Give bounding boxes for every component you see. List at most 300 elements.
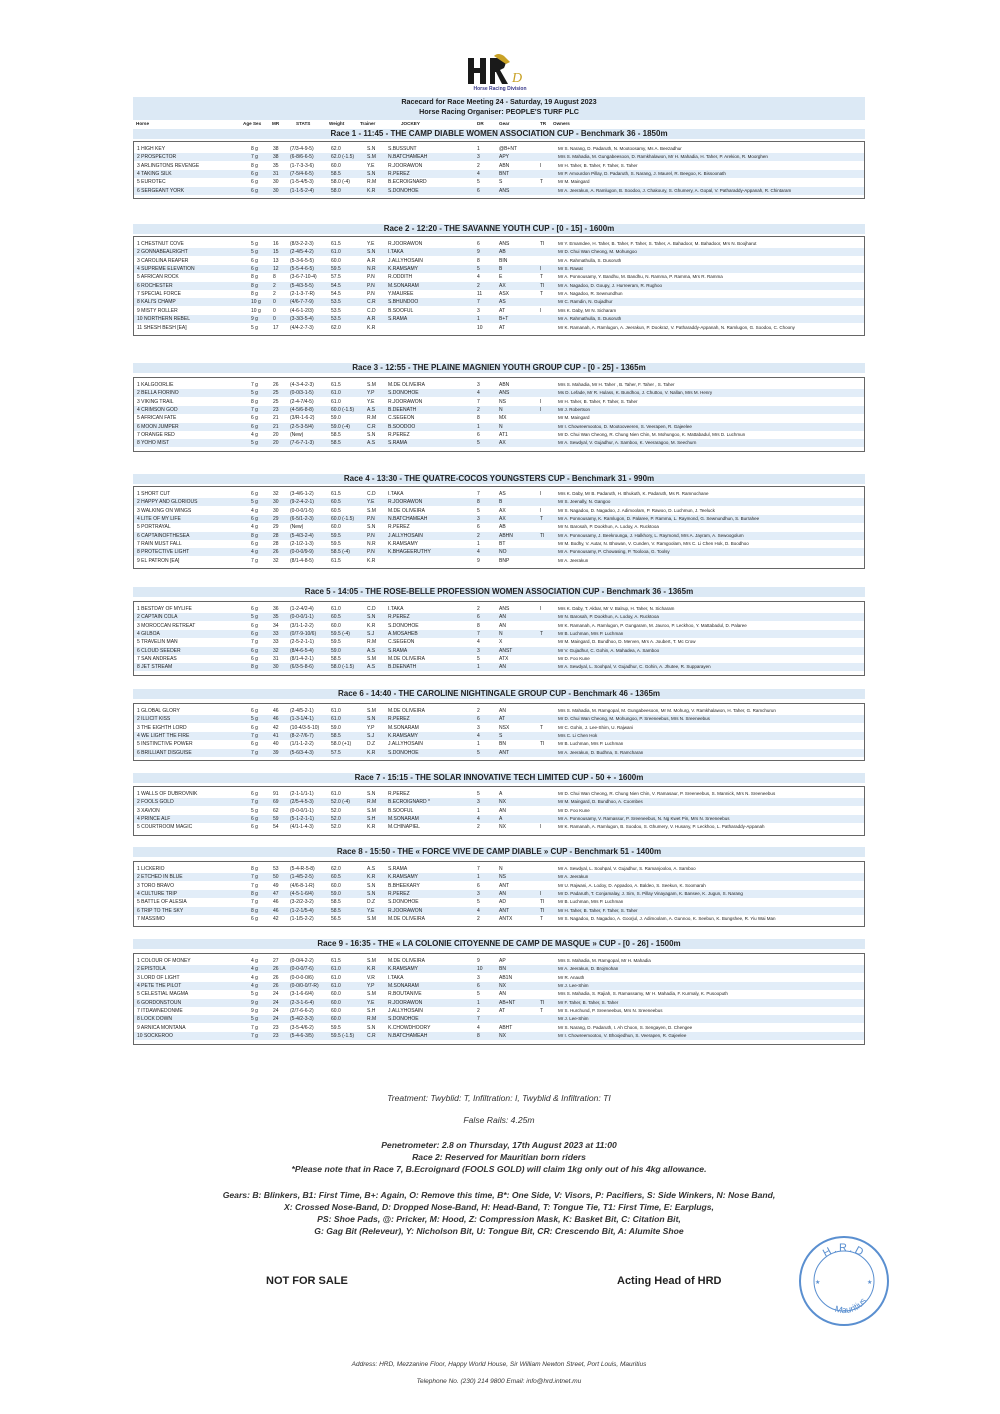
cell-wt: 60.5 (331, 614, 341, 621)
cell-jk: B.SOOFUL (388, 807, 414, 814)
cell-stats: (2/5-4-5-3) (290, 799, 314, 806)
cell-jk: J.ALLYHOSAIN (388, 741, 423, 748)
cell-stats: (5-4/3-5-5) (290, 282, 314, 289)
cell-wt: 59.0 (-4) (331, 423, 350, 430)
cell-horse: 6 BRILLIANT DISGUISE (137, 749, 192, 756)
cell-tr: P.N (367, 274, 375, 281)
table-row (134, 823, 864, 831)
cell-dr: 6 (477, 241, 480, 247)
cell-stats: (3/R-1-6-2) (290, 415, 315, 422)
cell-wt: 53.5 (331, 299, 341, 306)
cell-jk: C.SEGEON (388, 639, 415, 646)
cell-stats: (2/7-6-6-2) (290, 1008, 314, 1015)
table-row (134, 540, 864, 548)
cell-horse: 2 HAPPY AND GLORIOUS (137, 499, 198, 506)
cell-wt: 60.0 (331, 524, 341, 531)
cell-age: 8 g (251, 398, 258, 405)
cell-gear: NS (499, 398, 506, 405)
cell-dr: 1 (477, 807, 480, 814)
cell-jk: R.PEREZ (388, 432, 410, 439)
cell-wt: 58.5 (331, 656, 341, 663)
cell-mr: 30 (273, 507, 279, 514)
cell-dr: 3 (477, 724, 480, 731)
cell-dr: 5 (477, 440, 480, 447)
cell-own: Mrs S. Mahadia, S. Rajiah, S. Ramassamy, Mr H. Mahadia, F. Kurmaly, K. Pusooputh (558, 991, 728, 997)
cell-mr: 33 (273, 631, 279, 638)
cell-tr: S.M (367, 991, 376, 998)
cell-wt: 53.5 (331, 316, 341, 323)
cell-dr: 4 (477, 171, 480, 178)
cell-age: 8 g (251, 907, 258, 914)
cell-dr: 6 (477, 432, 480, 439)
cell-mr: 23 (273, 1033, 279, 1040)
table-row (134, 515, 864, 523)
telephone: Telephone No. (230) 214 9800 Email: info@hrd.intnet.mu (416, 1378, 582, 1385)
cell-tr: S.H (367, 816, 376, 823)
cell-gear: AT (499, 324, 506, 331)
cell-own: Mrs S. Mahadia, M. Ramgopal, Mr H. Mahadia (558, 958, 651, 963)
cell-horse: 3 ARLINGTONS REVENGE (137, 162, 200, 169)
cell-dr: 4 (477, 816, 480, 823)
cell-dr: 8 (477, 257, 480, 264)
cell-own: Mr J. Robertson (558, 407, 591, 413)
penetrometer-note: Penetrometer: 2.8 on Thursday, 17th August 2023 at 11:00 (381, 1140, 617, 1150)
cell-gear: AX (499, 440, 506, 447)
cell-own: Mr S. Narang, D. Padaruth, N. Mootoosamy, Ms A. Beezadhur (558, 146, 682, 151)
cell-tr: S.M (367, 958, 376, 964)
cell-gear: A (499, 791, 503, 797)
cell-dr: 4 (477, 390, 480, 397)
stamp-bottom-text: Mauritius (833, 1295, 869, 1316)
cell-horse: 3 XAVION (137, 807, 160, 814)
cell-mr: 2 (273, 291, 276, 298)
cell-gear: AX (499, 282, 506, 289)
cell-wt: 61.0 (331, 974, 341, 981)
cell-age: 5 g (251, 991, 258, 998)
cell-wt: 61.0 (331, 708, 341, 714)
cell-stats: (0-0-0/1-1) (290, 614, 314, 621)
cell-horse: 7 SPECIAL FORCE (137, 291, 181, 298)
cell-wt: 61.5 (331, 557, 341, 564)
cell-mr: 29 (273, 524, 279, 531)
cell-tr: P.N (367, 291, 375, 298)
cell-stats: (5-6/3-4-3) (290, 749, 314, 756)
cell-gear: AN (499, 708, 506, 714)
cell-jk: J.ALLYHOSAIN (388, 1008, 423, 1015)
cell-tr: K.R (367, 824, 376, 831)
cell-mr: 2 (273, 282, 276, 289)
cell-age: 4 g (251, 524, 258, 531)
cell-age: 5 g (251, 614, 258, 621)
cell-age: 4 g (251, 549, 258, 556)
cell-stats: (0-0/4-2-2) (290, 958, 314, 964)
cell-gear: AT (499, 716, 506, 723)
cell-jk: B.DEENATH (388, 664, 417, 671)
cell-wt: 60.0 (-1.5) (331, 407, 355, 414)
cell-wt: 60.0 (331, 991, 341, 998)
cell-tr: R.M (367, 179, 377, 186)
cell-stats: (10-4/3-5-10) (290, 724, 320, 731)
cell-tr: S.N (367, 791, 376, 797)
cell-own: Mr K. Ramanah, A. Ramlugon, A. Jeerakun, P. Dookraz, V. Patharaddy-Appanah, N. Ramlugon, G. Soodoo, C. Choony (558, 324, 795, 330)
cell-wt: 60.0 (-1.5) (331, 516, 355, 523)
race-table (133, 786, 865, 836)
cell-jk: R.PEREZ (388, 791, 410, 797)
table-row (134, 790, 864, 798)
cell-stats: (3-6-7-10-4) (290, 274, 317, 281)
cell-own: Mr K. Ramanah, A. Ramlugon, P. Gungaram, M. Jauroo, P. Leckhoo, Y. Mattabadul, D. Palaree (558, 622, 747, 628)
cell-jk: R.JOORAWON (388, 499, 423, 506)
cell-tr: N.R (367, 266, 376, 273)
cell-gear: NX (499, 824, 506, 831)
cell-tr: D.Z (367, 899, 376, 906)
cell-stats: (2-1/2-1-3) (290, 541, 314, 548)
cell-wt: 58.5 (331, 733, 341, 740)
cell-tr: S.N (367, 882, 376, 889)
col-weight: Weight (329, 121, 345, 126)
cell-tr: D.Z (367, 741, 376, 748)
cell-own: Mr A. Ponnousamy, V. Ramassur, P. Sreeneebus, N. Ng Kwet Pin, Mrs N. Sreeneebus (558, 816, 730, 822)
cell-stats: (4-5/6-8-8) (290, 407, 314, 414)
cell-dr: 3 (477, 891, 480, 898)
cell-jk: R.JOORAWON (388, 999, 423, 1006)
cell-age: 5 g (251, 499, 258, 506)
cell-tr: Y.E (367, 398, 375, 405)
cell-tr: S.M (367, 507, 376, 514)
cell-own: Mrs S. Mahadia, M. Ramgopal, M. Gungabeesoon, Mr M. Mohurg, V. Ramkhalawon, H. Taher, G. Ramchurun (558, 708, 776, 713)
cell-wt: 59.5 (331, 639, 341, 646)
cell-dr: 6 (477, 983, 480, 990)
cell-horse: 3 THE EIGHTH LORD (137, 724, 187, 731)
cell-own: Mr A. Nagadoo, R. Sewnundhun (558, 291, 623, 297)
cell-mr: 26 (273, 974, 279, 981)
cell-mr: 24 (273, 1008, 279, 1015)
cell-age: 5 g (251, 324, 258, 331)
cell-trc: TI (540, 999, 545, 1006)
cell-stats: (5-4/2-3-3) (290, 1016, 314, 1023)
cell-dr: 3 (477, 974, 480, 981)
cell-horse: 8 LOCK DOWN (137, 1016, 173, 1023)
cell-tr: P.N (367, 516, 375, 523)
cell-own: Mr P. Amourdon Pillay, D. Padaruth, S. Narang, J. Maurel, R. Beegoo, K. Bissoonath (558, 171, 726, 177)
cell-stats: (5-3-6-5-5) (290, 257, 314, 264)
cell-horse: 4 PETE THE PILOT (137, 983, 182, 990)
cell-own: Mr H. Taher, B. Taher, F. Taher, S. Taher (558, 907, 638, 913)
cell-own: Mr B. Luchman, Mrs P. Luchman (558, 899, 624, 905)
cell-dr: 6 (477, 187, 480, 194)
cell-dr: 5 (477, 179, 480, 186)
cell-mr: 39 (273, 749, 279, 756)
cell-wt: 56.5 (331, 916, 341, 923)
cell-wt: 60.0 (331, 999, 341, 1006)
cell-trc: I (540, 307, 542, 314)
cell-jk: B.SOODOO (388, 423, 416, 430)
cell-own: Mr A. Ponnousamy, P. Chowasing, P. Toolooa, G. Toolsy (558, 549, 670, 555)
cell-tr: K.R (367, 187, 376, 194)
cell-wt: 60.5 (331, 874, 341, 881)
table-row (134, 957, 864, 965)
table-row (134, 389, 864, 397)
cell-jk: K.CHOWDHOORY (388, 1024, 431, 1031)
race-table (133, 861, 865, 927)
cell-dr: 6 (477, 716, 480, 723)
cell-wt: 60.0 (331, 1008, 341, 1015)
cell-trc: I (540, 491, 542, 497)
cell-jk: B.ECROIGNARD (388, 179, 427, 186)
cell-wt: 52.0 (331, 807, 341, 814)
table-row (134, 882, 864, 890)
cell-horse: 3 MOROCCAN RETREAT (137, 622, 196, 629)
cell-wt: 61.0 (331, 390, 341, 397)
cell-jk: R.JOORAWON (388, 162, 423, 169)
cell-dr: 5 (477, 507, 480, 514)
cell-jk: K.RAMSAMY (388, 266, 419, 273)
cell-age: 8 g (251, 891, 258, 898)
cell-own: Mr D. Chui Wan Cheong, R. Chung Nien Chin, M. Mohungoo, K. Mattabadul, Mrs D. Luchmun (558, 432, 746, 438)
cell-dr: 9 (477, 557, 480, 564)
cell-gear: N (499, 407, 503, 414)
cell-stats: (New) (290, 432, 304, 439)
cell-tr: P.N (367, 549, 375, 556)
race2-note: Race 2: Reserved for Mauritian born riders (412, 1152, 586, 1162)
cell-tr: S.N (367, 146, 376, 152)
svg-text:Mauritius (834, 1295, 869, 1315)
cell-horse: 7 MASSIMO (137, 916, 165, 923)
cell-age: 4 g (251, 966, 258, 973)
cell-jk: B.BHEEKARY (388, 882, 420, 889)
cell-mr: 24 (273, 991, 279, 998)
race-title: Race 8 - 15:50 - THE « FORCE VIVE DE CAMP DIABLE » CUP - Benchmark 51 - 1400m (133, 847, 865, 857)
cell-stats: (8/1-4-8-5) (290, 557, 314, 564)
cell-age: 8 g (251, 162, 258, 169)
cell-wt: 52.0 (331, 824, 341, 831)
cell-own: Mr B. Luchman, Mrs P. Luchman (558, 741, 624, 747)
cell-horse: 2 PROSPECTOR (137, 154, 177, 161)
cell-wt: 60.0 (331, 257, 341, 264)
table-row (134, 982, 864, 990)
cell-tr: C.R (367, 1033, 376, 1040)
cell-wt: 58.0 (+1) (331, 741, 352, 748)
table-row (134, 898, 864, 906)
cell-stats: (4/6-8-1-R) (290, 882, 315, 889)
cell-horse: 1 SHORT CUT (137, 491, 171, 497)
cell-age: 4 g (251, 958, 258, 964)
cell-gear: ABN (499, 382, 510, 388)
cell-trc: T (540, 291, 544, 298)
table-row (134, 999, 864, 1007)
cell-tr: C.R (367, 423, 376, 430)
cell-age: 6 g (251, 741, 258, 748)
cell-horse: 8 JET STREAM (137, 664, 173, 671)
cell-dr: 5 (477, 266, 480, 273)
cell-age: 6 g (251, 179, 258, 186)
cell-gear: NO (499, 549, 507, 556)
cell-stats: (4/6-7-7-9) (290, 299, 314, 306)
cell-age: 5 g (251, 241, 258, 247)
cell-horse: 7 SAN ANDREAS (137, 656, 177, 663)
cell-dr: 6 (477, 614, 480, 621)
cell-jk: A.MOSAHEB (388, 631, 418, 638)
cell-tr: K.R (367, 749, 376, 756)
racecard-header (133, 97, 865, 120)
table-row (134, 398, 864, 406)
cell-wt: 62.0 (331, 324, 341, 331)
cell-horse: 6 GORDONSTOUN (137, 999, 182, 1006)
race-title: Race 9 - 16:35 - THE « LA COLONIE CITOYENNE DE CAMP DE MASQUE » CUP - [0 - 26] - 1500m (133, 939, 865, 949)
cell-wt: 59.0 (331, 415, 341, 422)
cell-mr: 24 (273, 999, 279, 1006)
cell-dr: 3 (477, 799, 480, 806)
cell-gear: AN (499, 614, 506, 621)
cell-age: 5 g (251, 1016, 258, 1023)
cell-tr: P.N (367, 532, 375, 539)
cell-horse: 1 LICKERIO (137, 866, 165, 872)
cell-wt: 62.0 (331, 146, 341, 152)
cell-tr: Y.P (367, 983, 375, 990)
cell-own: Mr A. Jeerakun (558, 874, 589, 880)
false-rails-note: False Rails: 4.25m (463, 1115, 535, 1125)
cell-jk: M.SONARAM (388, 983, 419, 990)
cell-own: Mr B. Luchman, Mrs P. Luchman (558, 631, 624, 637)
cell-mr: 49 (273, 882, 279, 889)
cell-horse: 8 YOHO MIST (137, 440, 170, 447)
cell-wt: 52.0 (-4) (331, 799, 350, 806)
gears-line-3: PS: Shoe Pads, @: Pricker, M: Hood, Z: Compression Mask, K: Basket Bit, C: Citation Bit, (317, 1214, 681, 1224)
cell-age: 6 g (251, 541, 258, 548)
cell-horse: 4 SUPREME ELEVATION (137, 266, 195, 273)
col-jockey: JOCKEY (401, 121, 420, 126)
cell-wt: 58.0 (-4) (331, 179, 350, 186)
cell-own: Mr S. Narang, D. Padaruth, I. Ah Choon, S. Sengayen, D. Chengee (558, 1024, 693, 1030)
cell-age: 6 g (251, 791, 258, 797)
cell-age: 4 g (251, 983, 258, 990)
cell-trc: I (540, 398, 542, 405)
cell-own: Mr A. Sewdyal, L. Soohpal, V. Gujadhur, S. Ramanjooloo, A. Samboo (558, 866, 696, 871)
cell-stats: (5-4-6-3/5) (290, 1033, 314, 1040)
cell-own: Mrs K. Daby, Mr B. Padaruth, H. Bhukuth, K. Padaruth, Ms R. Ramnochane (558, 491, 709, 496)
cell-jk: M.SONARAM (388, 724, 419, 731)
table-row (134, 414, 864, 422)
cell-gear: NX (499, 799, 506, 806)
cell-dr: 2 (477, 1008, 480, 1015)
cell-age: 4 g (251, 974, 258, 981)
cell-gear: BNT (499, 171, 509, 178)
race-table (133, 236, 865, 336)
cell-own: Mrs C. Li Chen Hok (558, 733, 598, 739)
table-row (134, 431, 864, 439)
cell-own: Mr A. Sewdyal, V. Gujadhur, A. Samboo, K. Veeraragoo, M. Seechurn (558, 440, 697, 446)
cell-jk: R.PEREZ (388, 171, 410, 178)
cell-mr: 69 (273, 799, 279, 806)
cell-tr: R.M (367, 799, 377, 806)
cell-trc: TI (540, 899, 545, 906)
cell-gear: AT (499, 307, 506, 314)
cell-gear: AX (499, 507, 506, 514)
table-row (134, 630, 864, 638)
cell-jk: S.DONOHOE (388, 390, 419, 397)
table-row (134, 507, 864, 515)
race-title: Race 2 - 12:20 - THE SAVANNE YOUTH CUP - [0 - 15] - 1600m (133, 224, 865, 234)
cell-gear: N (499, 631, 503, 638)
cell-gear: B (499, 499, 503, 506)
cell-tr: Y.E (367, 907, 375, 914)
cell-mr: 32 (273, 557, 279, 564)
cell-jk: K.RAMSAMY (388, 733, 419, 740)
cell-gear: AD (499, 899, 506, 906)
cell-age: 10 g (251, 307, 261, 314)
cell-wt: 61.5 (331, 491, 341, 497)
table-row (134, 145, 864, 153)
cell-gear: E (499, 274, 503, 281)
cell-age: 6 g (251, 916, 258, 923)
cell-jk: S.DONOHOE (388, 899, 419, 906)
race-table (133, 601, 865, 676)
cell-mr: 26 (273, 382, 279, 388)
cell-dr: 1 (477, 664, 480, 671)
cell-wt: 58.5 (331, 440, 341, 447)
cell-own: Mr J. Lee-Shim (558, 983, 589, 989)
table-row (134, 498, 864, 506)
cell-stats: (4-5-1-6/4) (290, 891, 314, 898)
cell-dr: 4 (477, 907, 480, 914)
cell-trc: I (540, 162, 542, 169)
table-row (134, 240, 864, 248)
cell-age: 6 g (251, 824, 258, 831)
cell-jk: B.DEENATH (388, 407, 417, 414)
cell-horse: 2 ETCHED IN BLUE (137, 874, 183, 881)
cell-tr: S.M (367, 916, 376, 923)
cell-age: 7 g (251, 1024, 258, 1031)
cell-tr: A.R (367, 316, 376, 323)
cell-mr: 23 (273, 1024, 279, 1031)
cell-stats: (2-4/5-2-1) (290, 708, 314, 714)
cell-horse: 1 GLOBAL GLORY (137, 708, 180, 714)
cell-own: Mr F. Taher, B. Taher, S. Taher (558, 999, 619, 1005)
cell-mr: 35 (273, 162, 279, 169)
cell-horse: 5 INSTINCTIVE POWER (137, 741, 193, 748)
cell-stats: (3-5-4/6-2) (290, 1024, 314, 1031)
svg-text:H.R.D (821, 1242, 867, 1260)
cell-stats: (1-1/5-2-2) (290, 916, 314, 923)
race-table (133, 141, 865, 199)
cell-gear: ANS (499, 241, 510, 247)
cell-mr: 30 (273, 499, 279, 506)
col-stats: STATS (296, 121, 311, 126)
cell-gear: S (499, 733, 503, 740)
cell-wt: 59.0 (331, 724, 341, 731)
cell-tr: S.N (367, 1024, 376, 1031)
cell-horse: 3 VIKING TRAIL (137, 398, 174, 405)
cell-own: Mr Y. Emamdee, H. Taher, B. Taher, F. Taher, S. Taher, A. Bahadoor, M. Bahadoor, Mrs N. Boojharut (558, 241, 757, 246)
table-row (134, 873, 864, 881)
cell-mr: 30 (273, 187, 279, 194)
cell-gear: AS (499, 491, 506, 497)
cell-wt: 61.5 (331, 958, 341, 964)
cell-age: 5 g (251, 440, 258, 447)
cell-mr: 46 (273, 716, 279, 723)
cell-wt: 52.0 (331, 816, 341, 823)
cell-own: Mr M. Maingard (558, 179, 590, 185)
cell-trc: T (540, 631, 544, 638)
cell-jk: R.PEREZ (388, 716, 410, 723)
cell-wt: 60.5 (331, 507, 341, 514)
cell-dr: 2 (477, 824, 480, 831)
cell-jk: M.DE OLIVEIRA (388, 916, 425, 923)
cell-stats: (0-0-0/7-6) (290, 966, 314, 973)
cell-age: 6 g (251, 266, 258, 273)
table-row (134, 647, 864, 655)
cell-mr: 32 (273, 647, 279, 654)
